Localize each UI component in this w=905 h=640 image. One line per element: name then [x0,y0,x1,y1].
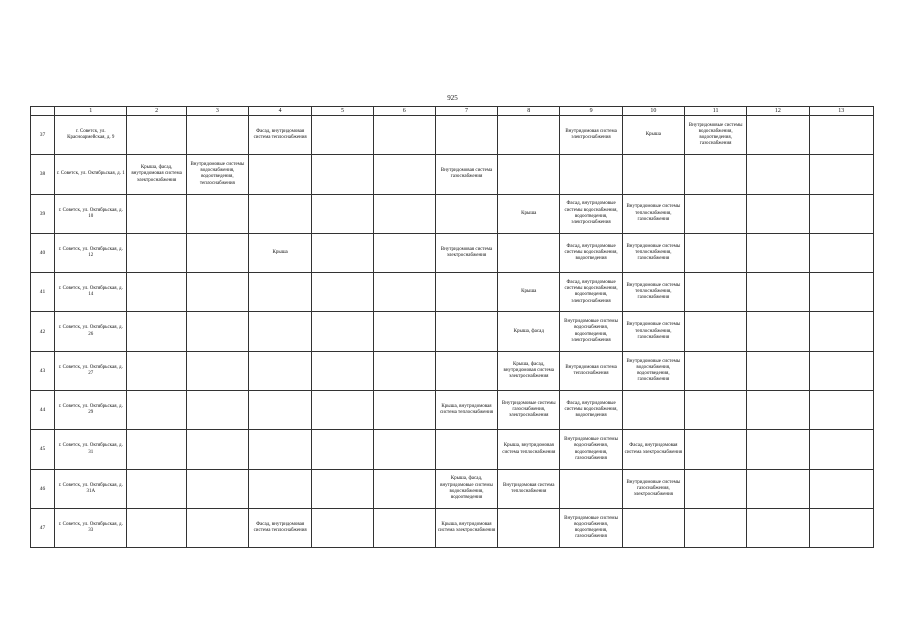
work-cell [435,430,497,469]
work-cell [127,391,186,430]
work-cell [312,273,373,312]
table-row [31,508,874,547]
header-cell: 3 [186,107,248,116]
work-cell [747,430,809,469]
repair-schedule-table [30,106,874,548]
header-cell: 11 [684,107,746,116]
work-cell [312,155,373,194]
work-cell [747,116,809,155]
table-row [31,273,874,312]
address-cell: г. Советск, ул. Октябрьская, д. 26 [55,312,127,351]
row-number-cell: 44 [31,391,55,430]
work-cell [435,312,497,351]
table-row [31,233,874,272]
work-cell [373,233,435,272]
work-cell [809,430,873,469]
work-cell [186,194,248,233]
work-cell [249,351,312,390]
header-cell: 12 [747,107,809,116]
row-number-cell: 47 [31,508,55,547]
work-cell: Крыша, фасад [498,312,560,351]
work-cell: Крыша [498,194,560,233]
work-cell [312,430,373,469]
work-cell [186,469,248,508]
header-cell-blank [31,107,55,116]
header-row [31,107,874,116]
work-cell [560,469,622,508]
work-cell [127,194,186,233]
work-cell: Внутридомовые системы теплоснабжения, газоснабжения [622,194,684,233]
table-row [31,351,874,390]
work-cell [186,351,248,390]
work-cell [498,233,560,272]
work-cell [809,194,873,233]
work-cell [684,233,746,272]
work-cell: Внутридомовые системы теплоснабжения, газоснабжения [622,273,684,312]
row-number-cell: 45 [31,430,55,469]
work-cell [373,116,435,155]
row-number-cell: 41 [31,273,55,312]
work-cell [373,155,435,194]
work-cell [684,508,746,547]
work-cell [498,116,560,155]
address-cell: г. Советск, ул. Октябрьская, д. 14 [55,273,127,312]
work-cell: Крыша [249,233,312,272]
work-cell [498,508,560,547]
work-cell [186,508,248,547]
work-cell: Фасад, внутридомовая система теплоснабжения [249,508,312,547]
header-cell: 5 [312,107,373,116]
table-row [31,391,874,430]
address-cell: г. Советск, ул. Октябрьская, д. 27 [55,351,127,390]
row-number-cell: 38 [31,155,55,194]
work-cell [684,469,746,508]
work-cell [747,391,809,430]
work-cell [622,508,684,547]
work-cell [127,312,186,351]
table-row [31,430,874,469]
work-cell [312,508,373,547]
address-cell: г. Советск, ул. Октябрьская, д. 1 [55,155,127,194]
work-cell [312,351,373,390]
work-cell: Внутридомовая система газоснабжения [435,155,497,194]
header-cell: 2 [127,107,186,116]
work-cell [684,351,746,390]
work-cell: Внутридомовые системы теплоснабжения, газоснабжения [622,233,684,272]
work-cell [249,155,312,194]
work-cell: Внутридомовая система электроснабжения [560,116,622,155]
work-cell [186,273,248,312]
work-cell: Фасад, внутридомовые системы водоснабжения, водоотведения, электроснабжения [560,273,622,312]
work-cell [127,469,186,508]
work-cell [249,391,312,430]
work-cell [435,194,497,233]
work-cell: Крыша [622,116,684,155]
work-cell: Внутридомовые системы водоснабжения, водоотведения, электроснабжения [560,312,622,351]
work-cell [622,155,684,194]
work-cell: Крыша, фасад, внутридомовые системы водоснабжения, водоотведения [435,469,497,508]
work-cell [809,312,873,351]
work-cell: Фасад, внутридомовые системы водоснабжения, водоотведения [560,233,622,272]
work-cell [186,391,248,430]
header-cell: 7 [435,107,497,116]
work-cell [312,116,373,155]
table-row [31,194,874,233]
work-cell [747,469,809,508]
work-cell [684,312,746,351]
work-cell: Крыша, внутридомовая система электроснабжения [435,508,497,547]
row-number-cell: 39 [31,194,55,233]
work-cell: Внутридомовые системы водоснабжения, водоотведения, газоснабжения [684,116,746,155]
work-cell [127,233,186,272]
work-cell [622,391,684,430]
work-cell [312,391,373,430]
work-cell: Внутридомовые системы водоснабжения, водоотведения, газоснабжения [622,351,684,390]
work-cell [249,194,312,233]
work-cell [560,155,622,194]
work-cell: Крыша, внутридомовая система теплоснабжения [435,391,497,430]
work-cell: Крыша, внутридомовая система теплоснабжения [498,430,560,469]
work-cell [373,391,435,430]
work-cell [312,233,373,272]
work-cell [373,430,435,469]
work-cell [747,155,809,194]
address-cell: г. Советск, ул. Октябрьская, д. 10 [55,194,127,233]
address-cell: г. Советск, ул. Красноармейская, д. 9 [55,116,127,155]
work-cell [373,312,435,351]
row-number-cell: 42 [31,312,55,351]
work-cell: Внутридомовая система теплоснабжения [498,469,560,508]
work-cell [747,351,809,390]
table-row [31,116,874,155]
work-cell [498,155,560,194]
work-cell [373,351,435,390]
work-cell [435,273,497,312]
work-cell [373,194,435,233]
table-row [31,312,874,351]
work-cell [684,430,746,469]
work-cell [809,233,873,272]
page-number: 925 [447,94,458,102]
address-cell: г. Советск, ул. Октябрьская, д. 31 [55,430,127,469]
work-cell [809,351,873,390]
work-cell [747,508,809,547]
work-cell: Внутридомовые системы водоснабжения, водоотведения, газоснабжения [560,430,622,469]
row-number-cell: 37 [31,116,55,155]
work-cell [747,312,809,351]
work-cell [127,116,186,155]
work-cell [186,312,248,351]
work-cell [373,469,435,508]
work-cell: Внутридомовые системы газоснабжения, электроснабжения [498,391,560,430]
work-cell: Фасад, внутридомовые системы водоснабжения, водоотведения [560,391,622,430]
work-cell [312,312,373,351]
address-cell: г. Советск, ул. Октябрьская, д. 31А [55,469,127,508]
row-number-cell: 43 [31,351,55,390]
work-cell [249,430,312,469]
work-cell [127,430,186,469]
work-cell [186,116,248,155]
work-cell [747,273,809,312]
work-cell: Внутридомовые системы теплоснабжения, газоснабжения [622,312,684,351]
work-cell [809,116,873,155]
header-cell: 1 [55,107,127,116]
work-cell [312,469,373,508]
table-row [31,469,874,508]
work-cell: Внутридомовая система электроснабжения [435,233,497,272]
work-cell [127,273,186,312]
work-cell [249,273,312,312]
work-cell [373,508,435,547]
work-cell: Фасад, внутридомовая система теплоснабжения [249,116,312,155]
row-number-cell: 46 [31,469,55,508]
work-cell [684,273,746,312]
table-row [31,155,874,194]
work-cell [809,508,873,547]
work-cell [186,430,248,469]
work-cell [809,391,873,430]
work-cell [684,391,746,430]
header-cell: 9 [560,107,622,116]
work-cell [127,508,186,547]
work-cell [747,233,809,272]
work-cell [684,155,746,194]
address-cell: г. Советск, ул. Октябрьская, д. 12 [55,233,127,272]
header-cell: 6 [373,107,435,116]
work-cell [809,155,873,194]
work-cell [435,116,497,155]
work-cell: Крыша, фасад, внутридомовая система электроснабжения [498,351,560,390]
address-cell: г. Советск, ул. Октябрьская, д. 29 [55,391,127,430]
row-number-cell: 40 [31,233,55,272]
work-cell [809,469,873,508]
work-cell: Крыша [498,273,560,312]
work-cell: Внутридомовая система теплоснабжения [560,351,622,390]
work-cell: Фасад, внутридомовые системы водоснабжения, водоотведения, электроснабжения [560,194,622,233]
work-cell [684,194,746,233]
work-cell [186,233,248,272]
work-cell [312,194,373,233]
header-cell: 10 [622,107,684,116]
work-cell: Внутридомовые системы водоснабжения, водоотведения, теплоснабжения [186,155,248,194]
work-cell [373,273,435,312]
work-cell: Внутридомовые системы газоснабжения, электроснабжения [622,469,684,508]
header-cell: 13 [809,107,873,116]
header-cell: 4 [249,107,312,116]
work-cell [747,194,809,233]
work-cell [809,273,873,312]
work-cell [127,351,186,390]
work-cell [249,312,312,351]
work-cell: Внутридомовые системы водоснабжения, водоотведения, газоснабжения [560,508,622,547]
work-cell [435,351,497,390]
work-cell: Фасад, внутридомовая система электроснабжения [622,430,684,469]
work-cell [249,469,312,508]
header-cell: 8 [498,107,560,116]
address-cell: г. Советск, ул. Октябрьская, д. 33 [55,508,127,547]
work-cell: Крыша, фасад, внутридомовая система электроснабжения [127,155,186,194]
